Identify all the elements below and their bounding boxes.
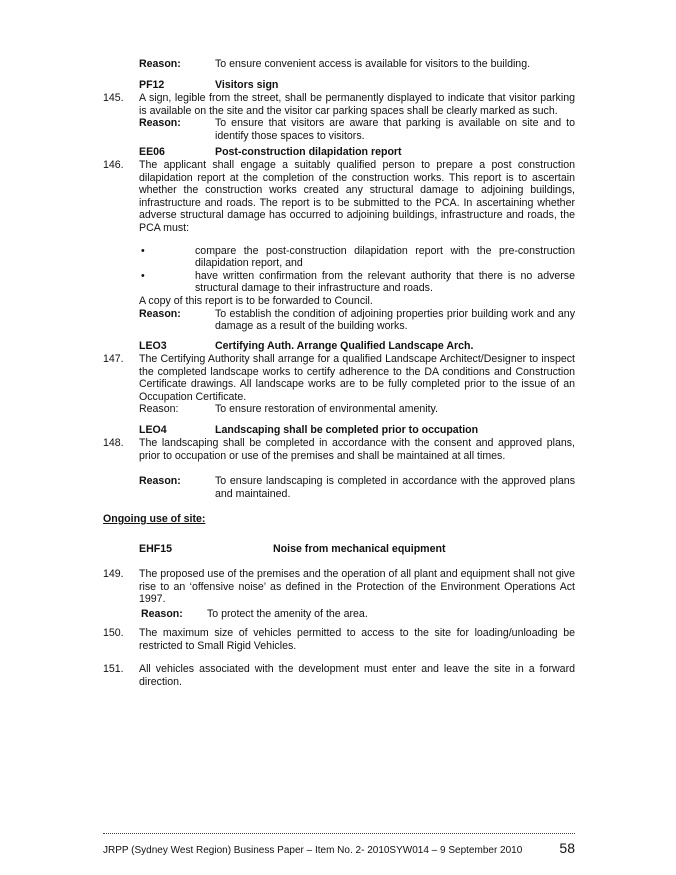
bullet-text: have written confirmation from the relevant authority that there is no adverse structural damage to their infrastructure and roads. <box>195 269 575 295</box>
condition-code: LEO4 <box>139 424 167 436</box>
condition-text: All vehicles associated with the development must enter and leave the site in a forward direction. <box>139 663 575 688</box>
condition-title: Post-construction dilapidation report <box>215 146 402 158</box>
reason-label: Reason: <box>139 117 181 130</box>
section-heading-ongoing <box>103 513 575 526</box>
bullet-text: compare the post-construction dilapidation report with the pre-construction dilapidation report, and <box>195 244 575 270</box>
reason-label: Reason: <box>139 475 181 488</box>
condition-text: The maximum size of vehicles permitted to access to the site for loading/unloading be restricted to Small Rigid Vehicles. <box>139 627 575 652</box>
condition-title: Noise from mechanical equipment <box>273 543 446 555</box>
condition-text: The landscaping shall be completed in accordance with the consent and approved plans, prior to occupation or use of the premises and shall be maintained at all times. <box>139 437 575 462</box>
condition-number: 145. <box>103 92 124 104</box>
footer-divider <box>103 833 575 834</box>
condition-text: A sign, legible from the street, shall be permanently displayed to indicate that visitor parking is available on the site and the visitor car parking spaces shall be clearly marked as such. <box>139 92 575 117</box>
reason-label: Reason: <box>141 607 183 620</box>
condition-number: 148. <box>103 437 124 449</box>
condition-leo4 <box>103 424 575 500</box>
condition-number: 146. <box>103 159 124 171</box>
page-number: 58 <box>559 840 575 856</box>
copy-text: A copy of this report is to be forwarded to Council. <box>139 294 373 307</box>
condition-title: Certifying Auth. Arrange Qualified Landscape Arch. <box>215 340 474 352</box>
condition-150 <box>103 627 575 652</box>
reason-text: To ensure restoration of environmental amenity. <box>215 403 438 416</box>
reason-text: To protect the amenity of the area. <box>207 607 368 620</box>
condition-151 <box>103 663 575 688</box>
condition-code: PF12 <box>139 79 165 91</box>
condition-number: 149. <box>103 568 124 580</box>
list-item <box>103 270 575 295</box>
bullet-icon: • <box>141 269 145 282</box>
top-reason <box>103 58 611 71</box>
bullet-icon: • <box>141 244 145 257</box>
reason-label: Reason: <box>139 403 179 416</box>
condition-text: The applicant shall engage a suitably qualified person to prepare a post construction dilapidation report at the completion of the construction works. This report is to ascertain whether the construction works created any structural damage to adjoining buildings, infrastructure and roads. The report is to be submitted to the PCA. In ascertaining whether adverse structural damage has occurred to adjoining buildings, infrastructure and roads, the PCA must: <box>139 159 575 234</box>
section-heading: Ongoing use of site: <box>103 513 206 525</box>
condition-code: EHF15 <box>139 543 172 555</box>
reason-label: Reason: <box>139 307 181 320</box>
reason-text: To establish the condition of adjoining properties prior building work and any damage as a result of the building works. <box>215 307 575 333</box>
reason-text: To ensure landscaping is completed in accordance with the approved plans and maintained. <box>215 475 575 500</box>
list-item <box>103 245 575 270</box>
page-footer <box>103 840 575 856</box>
reason-text: To ensure convenient access is available for visitors to the building. <box>215 58 531 70</box>
condition-text: The Certifying Authority shall arrange for a qualified Landscape Architect/Designer to inspect the completed landscape works to certify adherence to the DA conditions and Construction Certificate drawings. All landscape works are to be fully completed prior to the issue of an Occupation Certificate. <box>139 353 575 403</box>
condition-number: 147. <box>103 353 124 365</box>
condition-text: The proposed use of the premises and the operation of all plant and equipment shall not give rise to an ‘offensive noise’ as defined in the Protection of the Environment Operations Act 1997. <box>139 568 575 606</box>
footer-text: JRPP (Sydney West Region) Business Paper – Item No. 2- 2010SYW014 – 9 September 2010 <box>103 845 523 856</box>
condition-code: EE06 <box>139 146 165 158</box>
condition-ehf15 <box>103 543 575 620</box>
condition-ee06 <box>103 146 575 333</box>
reason-text: To ensure that visitors are aware that parking is available on site and to identify those spaces to visitors. <box>215 117 575 142</box>
condition-pf12 <box>103 79 575 142</box>
reason-label: Reason: <box>139 58 181 70</box>
bullet-list <box>103 245 575 295</box>
condition-title: Visitors sign <box>215 79 279 91</box>
condition-code: LEO3 <box>139 340 167 352</box>
condition-title: Landscaping shall be completed prior to occupation <box>215 424 479 436</box>
condition-number: 150. <box>103 627 124 639</box>
condition-number: 151. <box>103 663 124 675</box>
condition-leo3 <box>103 340 575 416</box>
